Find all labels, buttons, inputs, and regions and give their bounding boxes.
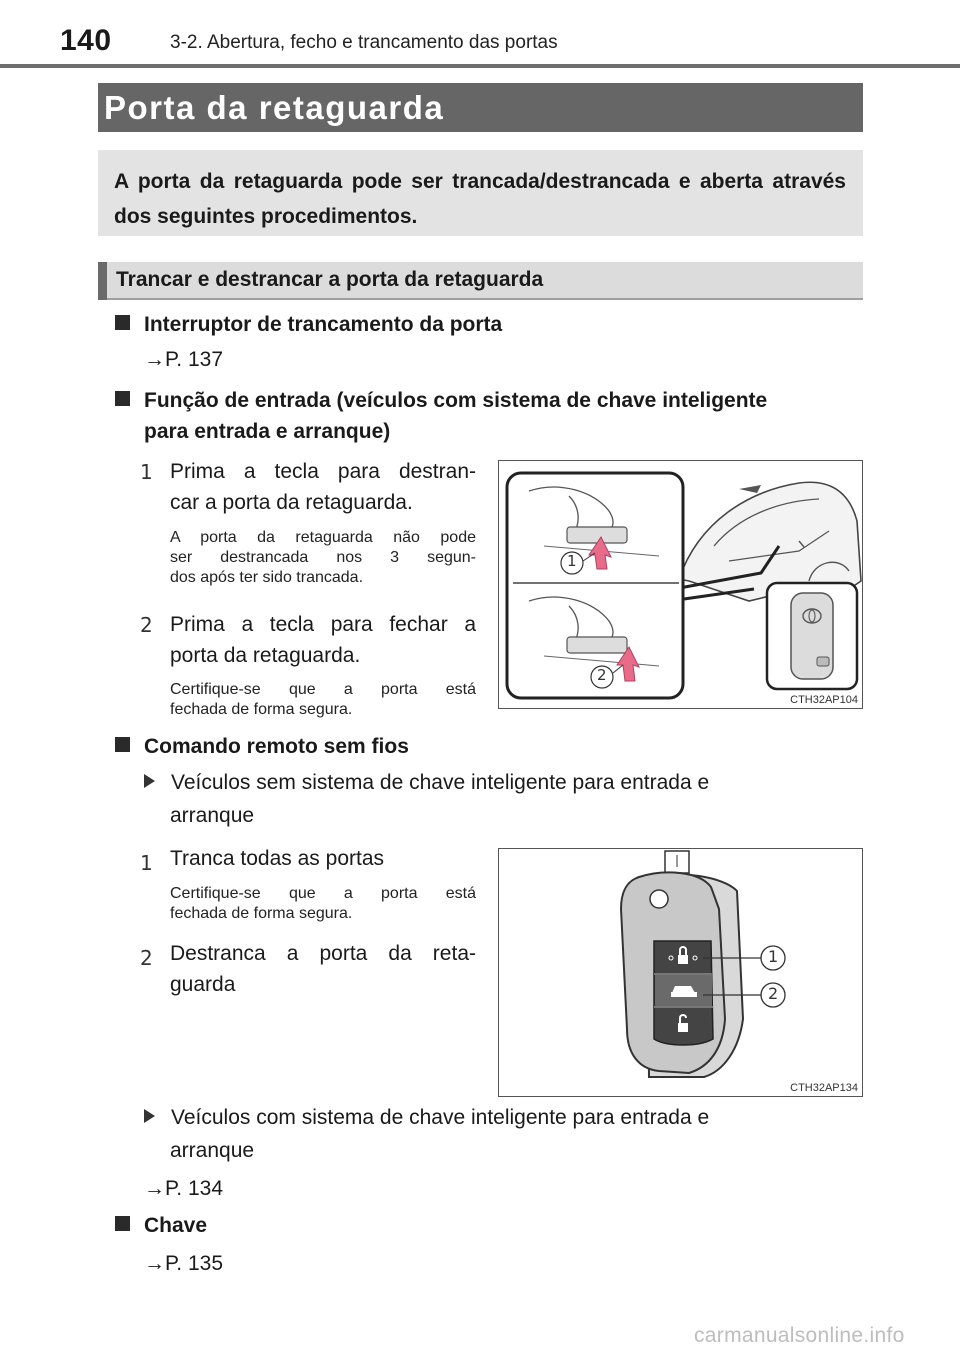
sub1-line1-row [144, 767, 856, 798]
step-number-1: 1 [140, 460, 153, 484]
sub2-line2: arranque [170, 1139, 255, 1162]
page-title: Porta da retaguarda [104, 89, 445, 126]
square-bullet-icon [115, 737, 130, 752]
heading-remoto [115, 735, 409, 759]
remote-step2-line2: guarda [170, 973, 236, 996]
section-header [98, 262, 863, 300]
step-number-2: 2 [140, 613, 153, 637]
square-bullet-icon [115, 1216, 130, 1231]
heading-chave-text: Chave [144, 1214, 208, 1237]
ref-link-p134[interactable]: →P. 134 [144, 1177, 224, 1200]
figure2-callout-1: 1 [768, 947, 779, 966]
figure-rear-door [498, 460, 863, 709]
remote-step-number-1: 1 [140, 851, 153, 875]
remote-step1-note-line1: Certifique-se que a porta está [170, 885, 476, 902]
square-bullet-icon [115, 315, 130, 330]
step1-note-line1: A porta da retaguarda não pode [170, 529, 476, 546]
heading-remoto-text: Comando remoto sem fios [144, 735, 409, 758]
figure1-callout-2: 2 [597, 666, 607, 684]
header-rule [0, 64, 960, 68]
heading-chave [115, 1214, 207, 1238]
step1-note-line2: ser destrancada nos 3 segun- [170, 549, 476, 566]
heading-entrada [115, 389, 767, 413]
watermark: carmanualsonline.info [694, 1324, 905, 1347]
sub2-line1: Veículos com sistema de chave inteligente para entrada e [171, 1106, 710, 1129]
remote-step2-line1: Destranca a porta da reta- [170, 942, 476, 965]
intro-text: A porta da retaguarda pode ser trancada/destrancada e aberta através dos seguintes procedimentos. [114, 170, 846, 228]
figure1-callout-1: 1 [567, 552, 577, 570]
sub1-line1: Veículos sem sistema de chave inteligente para entrada e [171, 771, 710, 794]
figure2-code: CTH32AP134 [790, 1082, 858, 1094]
remote-step1-text: Tranca todas as portas [170, 847, 384, 870]
page-number: 140 [60, 24, 112, 57]
page-title-bar [98, 83, 863, 132]
triangle-bullet-icon [144, 774, 155, 788]
remote-step-number-2: 2 [140, 946, 153, 970]
step1-line1: Prima a tecla para destran- [170, 460, 476, 483]
heading-entrada-line2: para entrada e arranque) [144, 420, 391, 443]
step2-line2: porta da retaguarda. [170, 644, 361, 667]
intro-box [98, 150, 863, 236]
remote-key-illustration [499, 849, 862, 1096]
square-bullet-icon [115, 391, 130, 406]
figure1-code: CTH32AP104 [790, 694, 858, 706]
section-accent-bar [98, 262, 107, 300]
chapter-title: 3-2. Abertura, fecho e trancamento das portas [170, 32, 558, 53]
ref-link-p135[interactable]: →P. 135 [144, 1252, 224, 1275]
rear-door-illustration [499, 461, 862, 708]
sub2-line1-row [144, 1102, 856, 1133]
figure2-callout-2: 2 [768, 984, 779, 1003]
remote-step1-note-line2: fechada de forma segura. [170, 905, 353, 922]
step1-note-line3: dos após ter sido trancada. [170, 569, 364, 586]
sub1-line2: arranque [170, 804, 255, 827]
step2-note-line1: Certifique-se que a porta está [170, 681, 476, 698]
step2-line1: Prima a tecla para fechar a [170, 613, 476, 636]
heading-interruptor-text: Interruptor de trancamento da porta [144, 313, 503, 336]
ref-link-p137[interactable]: →P. 137 [144, 348, 224, 371]
heading-entrada-line1: Função de entrada (veículos com sistema de chave inteligente [144, 389, 768, 412]
section-title: Trancar e destrancar a porta da retaguarda [116, 268, 544, 291]
triangle-bullet-icon [144, 1109, 155, 1123]
step1-line2: car a porta da retaguarda. [170, 491, 413, 514]
step2-note-line2: fechada de forma segura. [170, 701, 353, 718]
heading-interruptor [115, 313, 502, 337]
figure-remote-key [498, 848, 863, 1097]
